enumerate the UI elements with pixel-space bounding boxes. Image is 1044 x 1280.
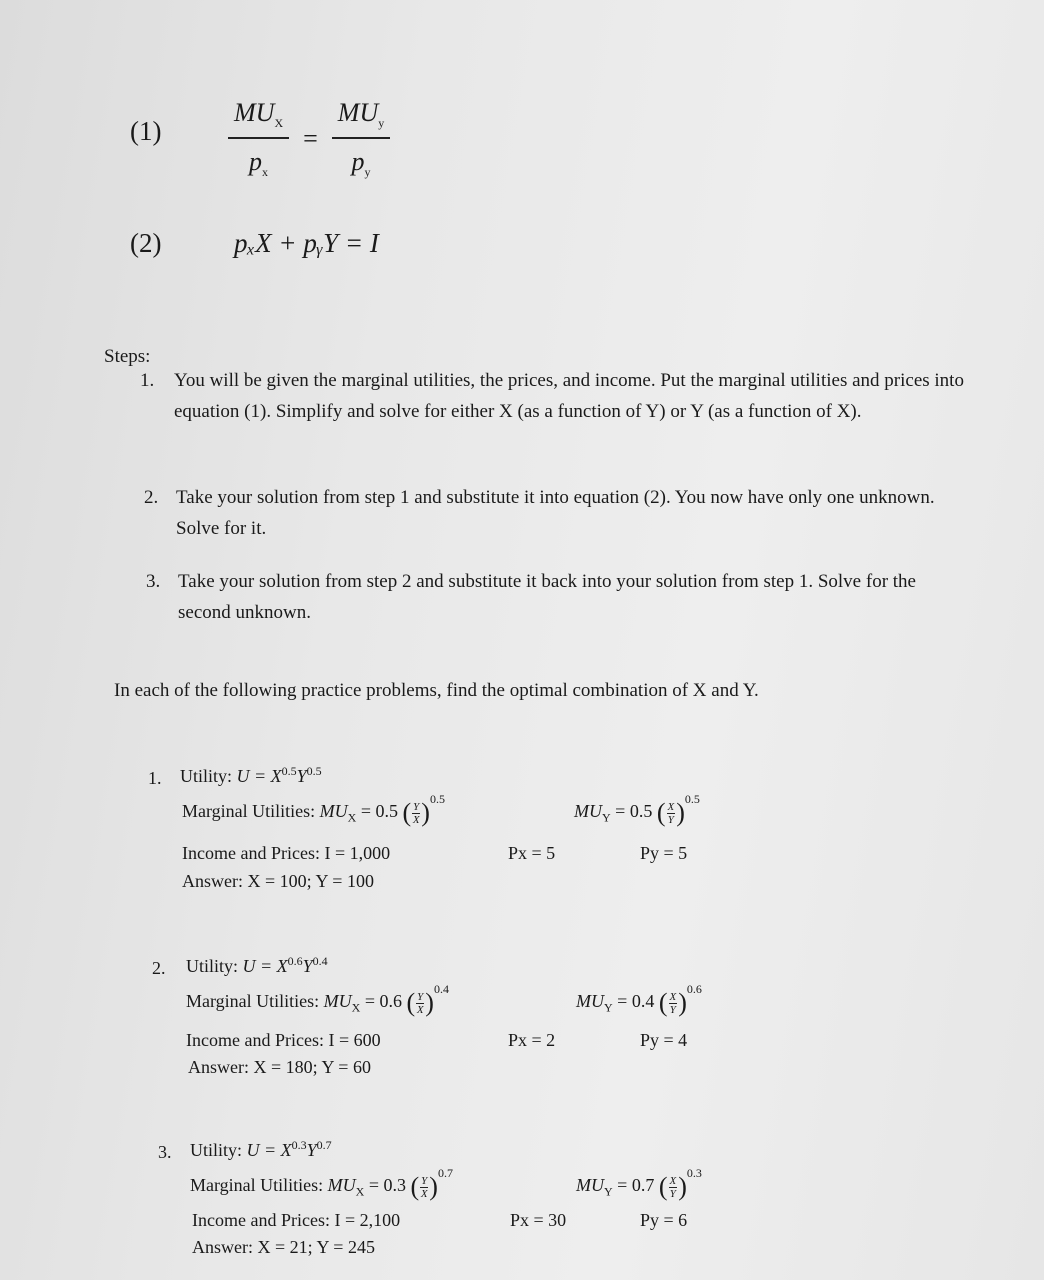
marginal-utility-y: $MU_Y = 0.7$ ( X Y )$^{0.3}$	[576, 1166, 702, 1201]
step-3-text: Take your solution from step 2 and substitute it back into your solution from step 1. Solve for the second unknown.	[178, 571, 916, 623]
problem-number: 2.	[152, 958, 166, 978]
budget-equation: pₓX + pᵧY = I	[234, 228, 379, 258]
steps-heading: Steps:	[104, 346, 151, 367]
price-x: Px = 5	[508, 843, 556, 863]
marginal-utility-y: $MU_Y = 0.5$ ( X Y )$^{0.5}$	[574, 792, 700, 827]
answer: Answer: X = 100; Y = 100	[182, 871, 374, 891]
practice-intro: In each of the following practice problems, find the optimal combination of X and Y.	[114, 680, 759, 701]
utility-line: Utility: $U = X^{0.6}Y^{0.4}$	[186, 954, 328, 976]
price-y: Py = 4	[640, 1030, 688, 1050]
marginal-utility-x: Marginal Utilities: $MU_X = 0.5$ ( Y X )$^{0.5}$	[182, 792, 445, 827]
income-prices: Income and Prices: I = 1,000	[182, 843, 391, 863]
price-y: Py = 6	[640, 1210, 688, 1230]
marginal-utility-y: $MU_Y = 0.4$ ( X Y )$^{0.6}$	[576, 982, 702, 1017]
step-number: 1.	[140, 370, 155, 391]
price-y: Py = 5	[640, 843, 688, 863]
income-prices: Income and Prices: I = 600	[186, 1030, 381, 1050]
answer: Answer: X = 180; Y = 60	[188, 1057, 371, 1077]
problem-number: 1.	[148, 768, 162, 788]
equation-1: $\frac{MU_X}{p_x}$ = $\frac{MU_y}{p_y}$	[228, 98, 390, 180]
step-2-text: Take your solution from step 1 and substitute it into equation (2). You now have only one unknown. Solve for it.	[176, 487, 935, 539]
marginal-utility-x: Marginal Utilities: $MU_X = 0.6$ ( Y X )$^{0.4}$	[186, 982, 449, 1017]
equation-1-label: (1)	[130, 116, 162, 146]
muy-over-py-fraction: $\frac{MU_y}{p_y}$	[332, 98, 390, 180]
step-number: 2.	[144, 487, 159, 508]
problem-number: 3.	[158, 1142, 172, 1162]
mux-over-px-fraction: $\frac{MU_X}{p_x}$	[228, 98, 289, 180]
equation-2-label: (2)	[130, 228, 162, 258]
price-x: Px = 2	[508, 1030, 556, 1050]
marginal-utility-x: Marginal Utilities: $MU_X = 0.3$ ( Y X )$^{0.7}$	[190, 1166, 453, 1201]
price-x: Px = 30	[510, 1210, 567, 1230]
income-prices: Income and Prices: I = 2,100	[192, 1210, 401, 1230]
utility-line: Utility: $U = X^{0.3}Y^{0.7}$	[190, 1138, 332, 1160]
step-1-text: You will be given the marginal utilities, the prices, and income. Put the marginal utilities and prices into equation (1). Simplify and solve for either X (as a function of Y) or Y (as a function of X).	[174, 370, 964, 422]
answer: Answer: X = 21; Y = 245	[192, 1237, 375, 1257]
step-number: 3.	[146, 571, 161, 592]
utility-line: Utility: $U = X^{0.5}Y^{0.5}$	[180, 764, 322, 786]
